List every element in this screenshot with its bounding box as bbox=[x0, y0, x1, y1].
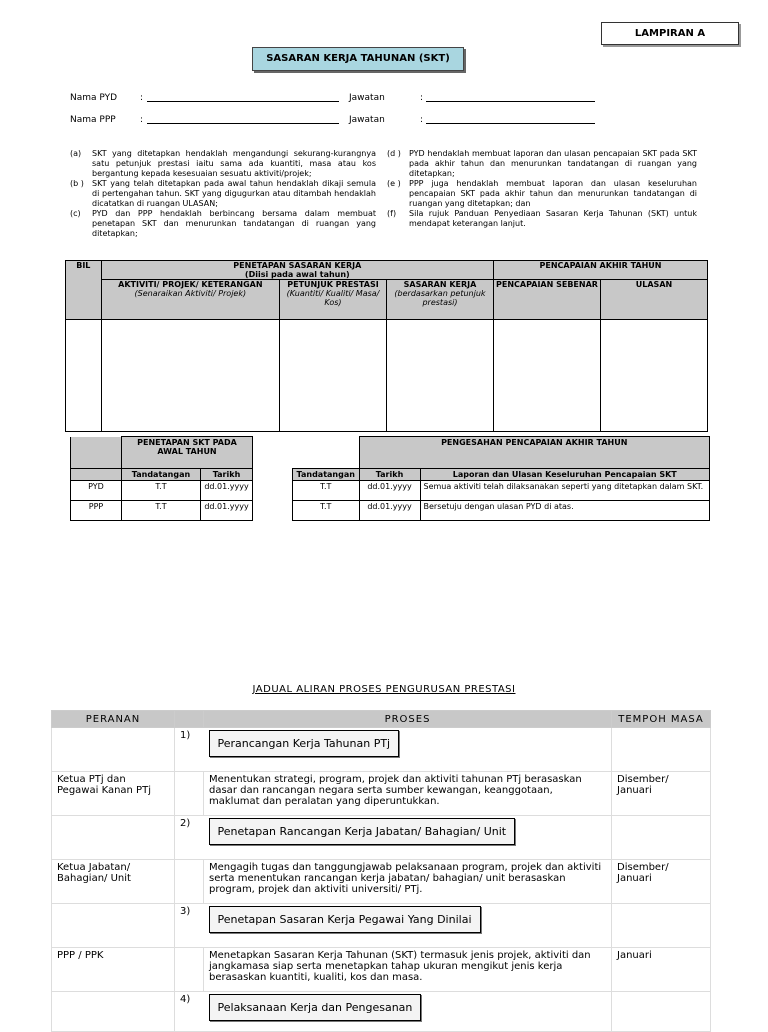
penetapan-title: PENETAPAN SASARAN KERJA bbox=[233, 261, 362, 270]
blank-cell bbox=[175, 860, 204, 904]
step-time: Disember/ Januari bbox=[612, 860, 711, 904]
sebenar-cell[interactable] bbox=[493, 320, 600, 432]
step-box-cell bbox=[204, 728, 612, 772]
blank-cell bbox=[52, 728, 175, 772]
bil-cell[interactable] bbox=[66, 320, 102, 432]
note-text: PPP juga hendaklah membuat laporan dan ulasan keseluruhan pencapaian SKT pada akhir tahun dan menurunkan tandatangan di ruangan yang ditetapkan; dan bbox=[409, 179, 697, 208]
flow-table bbox=[51, 710, 711, 1032]
peranan-header: PERANAN bbox=[52, 711, 175, 728]
blank-header bbox=[175, 711, 204, 728]
jawatan-pyd-line[interactable] bbox=[426, 92, 595, 102]
sasaran-subtitle: (berdasarkan petunjuk prestasi) bbox=[394, 289, 486, 307]
step-desc: Menetapkan Sasaran Kerja Tahunan (SKT) termasuk jenis projek, aktiviti dan jangkamasa siap serta menetapkan tahap ukuran mengikut jenis kerja berasaskan kuantiti, kualiti, kos dan masa. bbox=[204, 948, 612, 992]
step-box-cell bbox=[204, 816, 612, 860]
step-box: Pelaksanaan Kerja dan Pengesanan bbox=[209, 994, 422, 1021]
step-box: Perancangan Kerja Tahunan PTj bbox=[209, 730, 400, 757]
blank-cell bbox=[52, 992, 175, 1032]
step-box-cell bbox=[204, 904, 612, 948]
signature-cell[interactable]: T.T bbox=[293, 481, 360, 501]
flow-title-wrap bbox=[0, 684, 768, 695]
role-cell: PYD bbox=[71, 481, 122, 501]
step-number: 2) bbox=[175, 816, 204, 860]
jawatan-pyd-colon: : bbox=[420, 93, 424, 103]
nama-ppp-colon: : bbox=[140, 115, 144, 125]
date-cell[interactable]: dd.01.yyyy bbox=[201, 481, 253, 501]
sebenar-header: PENCAPAIAN SEBENAR bbox=[493, 280, 600, 320]
note-label: (e ) bbox=[387, 179, 401, 188]
sasaran-title: SASARAN KERJA bbox=[403, 280, 477, 289]
blank-cell bbox=[175, 948, 204, 992]
date-cell[interactable]: dd.01.yyyy bbox=[359, 501, 420, 521]
petunjuk-header bbox=[279, 280, 386, 320]
blank-cell bbox=[71, 469, 122, 481]
petunjuk-subtitle: (Kuantiti/ Kualiti/ Masa/ Kos) bbox=[286, 289, 380, 307]
jawatan-ppp-colon: : bbox=[420, 115, 424, 125]
ulasan-header: ULASAN bbox=[600, 280, 707, 320]
blank-cell bbox=[612, 816, 711, 860]
step-desc: Mengagih tugas dan tanggungjawab pelaksanaan program, projek dan aktiviti serta menentukan rancangan kerja jabatan/ bahagian/ unit berasaskan program, projek dan aktiviti universiti/ PTj. bbox=[204, 860, 612, 904]
note-text: SKT yang ditetapkan hendaklah mengandungi sekurang-kurangnya satu petunjuk prestasi iaitu sama ada kuantiti, masa atau kos bergantung kepada kesesuaian sesuatu aktiviti/projek; bbox=[92, 149, 376, 178]
notes-right bbox=[387, 149, 699, 244]
laporan-cell[interactable]: Semua aktiviti telah dilaksanakan seperti yang ditetapkan dalam SKT. bbox=[420, 481, 710, 501]
penetapan-skt-table bbox=[70, 436, 253, 521]
pengesahan-table bbox=[292, 436, 710, 521]
nama-ppp-line[interactable] bbox=[147, 114, 339, 124]
note-text: Sila rujuk Panduan Penyediaan Sasaran Kerja Tahunan (SKT) untuk mendapat keterangan lanjut. bbox=[409, 209, 697, 228]
step-number: 3) bbox=[175, 904, 204, 948]
note-text: PYD hendaklah membuat laporan dan ulasan pencapaian SKT pada SKT pada akhir tahun dan menurunkan tandatangan di ruangan yang ditetapkan; bbox=[409, 149, 697, 178]
document-title: SASARAN KERJA TAHUNAN (SKT) bbox=[252, 47, 464, 71]
blank-cell bbox=[612, 728, 711, 772]
step-number: 1) bbox=[175, 728, 204, 772]
tandatangan-header: Tandatangan bbox=[122, 469, 201, 481]
role-cell: Ketua Jabatan/ Bahagian/ Unit bbox=[52, 860, 175, 904]
aktiviti-subtitle: (Senaraikan Aktiviti/ Projek) bbox=[134, 289, 247, 298]
nama-ppp-label: Nama PPP bbox=[70, 115, 116, 125]
signature-cell[interactable]: T.T bbox=[293, 501, 360, 521]
blank-cell bbox=[612, 904, 711, 948]
aktiviti-title: AKTIVITI/ PROJEK/ KETERANGAN bbox=[118, 280, 263, 289]
sasaran-header bbox=[386, 280, 493, 320]
signature-cell[interactable]: T.T bbox=[122, 501, 201, 521]
note-label: (b ) bbox=[70, 179, 84, 188]
step-box: Penetapan Rancangan Kerja Jabatan/ Bahagian/ Unit bbox=[209, 818, 516, 845]
penetapan-header bbox=[101, 261, 493, 280]
blank-cell bbox=[71, 437, 122, 469]
petunjuk-title: PETUNJUK PRESTASI bbox=[287, 280, 379, 289]
blank-cell bbox=[52, 816, 175, 860]
note-label: (a) bbox=[70, 149, 82, 158]
blank-cell bbox=[175, 772, 204, 816]
sasaran-cell[interactable] bbox=[386, 320, 493, 432]
note-label: (c) bbox=[70, 209, 81, 218]
note-text: SKT yang telah ditetapkan pada awal tahun hendaklah dikaji semula di pertengahan tahun. SKT yang digugurkan atau ditambah hendaklah dicatatkan di ruangan ULASAN; bbox=[92, 179, 376, 208]
date-cell[interactable]: dd.01.yyyy bbox=[201, 501, 253, 521]
blank-cell bbox=[612, 992, 711, 1032]
tarikh-header: Tarikh bbox=[201, 469, 253, 481]
nama-pyd-row bbox=[70, 93, 117, 103]
blank-cell bbox=[52, 904, 175, 948]
skt-table bbox=[65, 260, 708, 432]
laporan-cell[interactable]: Bersetuju dengan ulasan PYD di atas. bbox=[420, 501, 710, 521]
note-label: (d ) bbox=[387, 149, 401, 158]
role-cell: PPP / PPK bbox=[52, 948, 175, 992]
penetapan-skt-header: PENETAPAN SKT PADA AWAL TAHUN bbox=[122, 437, 253, 469]
jawatan-ppp-line[interactable] bbox=[426, 114, 595, 124]
aktiviti-cell[interactable] bbox=[101, 320, 279, 432]
note-label: (f) bbox=[387, 209, 397, 218]
step-desc: Menentukan strategi, program, projek dan aktiviti tahunan PTj berasaskan dasar dan rancangan negara serta sumber kewangan, keanggotaan, maklumat dan peralatan yang diperuntukkan. bbox=[204, 772, 612, 816]
nama-pyd-label: Nama PYD bbox=[70, 93, 118, 103]
tempoh-header: TEMPOH MASA bbox=[612, 711, 711, 728]
date-cell[interactable]: dd.01.yyyy bbox=[359, 481, 420, 501]
step-box-cell bbox=[204, 992, 612, 1032]
proses-header: PROSES bbox=[204, 711, 612, 728]
signature-cell[interactable]: T.T bbox=[122, 481, 201, 501]
role-cell: Ketua PTj dan Pegawai Kanan PTj bbox=[52, 772, 175, 816]
blank-cell bbox=[293, 437, 360, 469]
aktiviti-header bbox=[101, 280, 279, 320]
tandatangan-header: Tandatangan bbox=[293, 469, 360, 481]
pencapaian-header: PENCAPAIAN AKHIR TAHUN bbox=[493, 261, 707, 280]
notes-left bbox=[70, 149, 378, 244]
step-box: Penetapan Sasaran Kerja Pegawai Yang Dinilai bbox=[209, 906, 481, 933]
step-time: Disember/ Januari bbox=[612, 772, 711, 816]
jawatan-ppp-label: Jawatan bbox=[349, 115, 385, 125]
jawatan-pyd-label: Jawatan bbox=[349, 93, 385, 103]
lampiran-label: LAMPIRAN A bbox=[601, 22, 739, 45]
tarikh-header: Tarikh bbox=[359, 469, 420, 481]
laporan-header: Laporan dan Ulasan Keseluruhan Pencapaian SKT bbox=[420, 469, 710, 481]
nama-pyd-line[interactable] bbox=[147, 92, 339, 102]
note-text: PYD dan PPP hendaklah berbincang bersama dalam membuat penetapan SKT dan menurunkan tandatangan di ruangan yang ditetapkan; bbox=[92, 209, 376, 238]
pengesahan-header: PENGESAHAN PENCAPAIAN AKHIR TAHUN bbox=[359, 437, 710, 469]
petunjuk-cell[interactable] bbox=[279, 320, 386, 432]
step-time: Januari bbox=[612, 948, 711, 992]
role-cell: PPP bbox=[71, 501, 122, 521]
flow-title: JADUAL ALIRAN PROSES PENGURUSAN PRESTASI bbox=[252, 684, 516, 695]
step-number: 4) bbox=[175, 992, 204, 1032]
bil-header: BIL bbox=[66, 261, 102, 320]
ulasan-cell[interactable] bbox=[600, 320, 707, 432]
nama-pyd-colon: : bbox=[140, 93, 144, 103]
penetapan-subtitle: (Diisi pada awal tahun) bbox=[244, 270, 350, 279]
